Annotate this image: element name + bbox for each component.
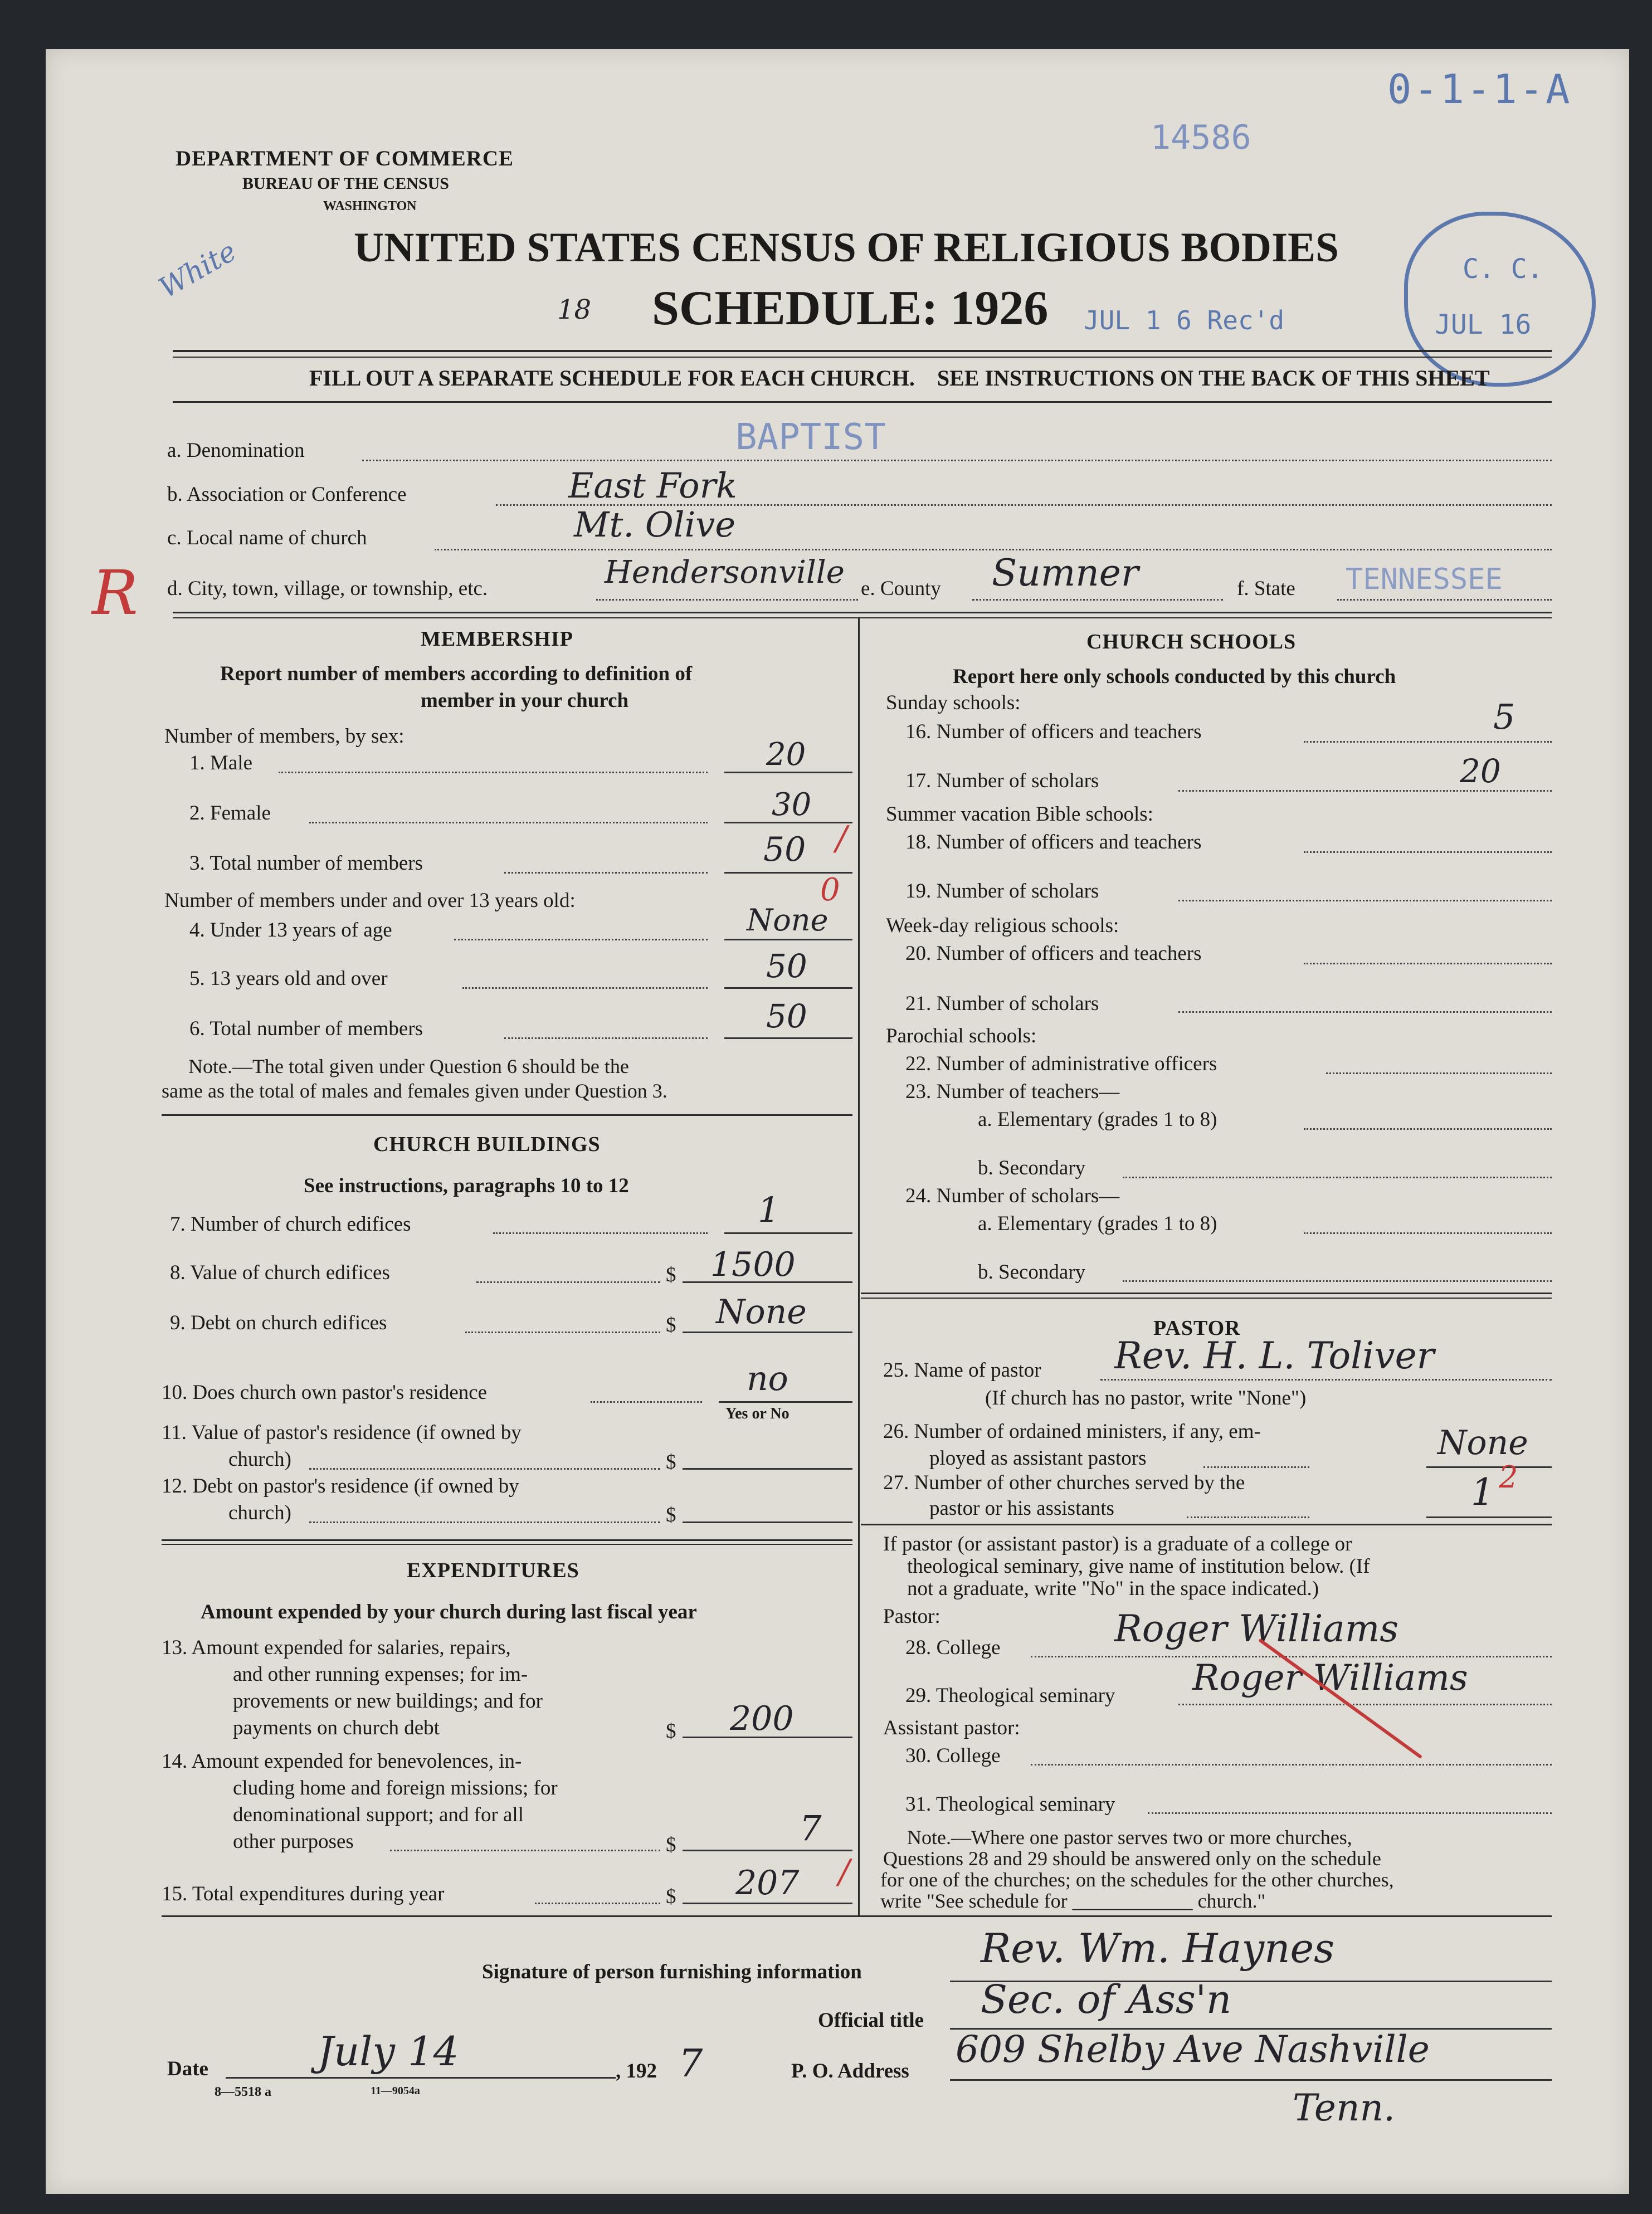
q30-field[interactable] [1031,1764,1552,1766]
summer-schools-head: Summer vacation Bible schools: [886,803,1153,826]
pastor-subhead: Pastor: [883,1605,940,1628]
q27-value[interactable]: 1 [1471,1471,1494,1514]
year-prefix: , 192 [616,2060,657,2083]
by-age-label: Number of members under and over 13 years old: [164,889,576,912]
assistant-pastor-subhead: Assistant pastor: [883,1716,1020,1739]
signature-label: Signature of person furnishing information [482,1961,862,1983]
column-divider [858,618,860,1916]
serial-number-stamp: 14586 [1151,118,1251,157]
membership-subtitle-1: Report number of members according to definition of [220,662,693,685]
q26-value[interactable]: None [1437,1423,1528,1462]
official-title-value[interactable]: Sec. of Ass'n [981,1977,1232,2022]
q5-value[interactable]: 50 [766,947,807,985]
date-label: Date [167,2057,208,2080]
state-label: f. State [1237,577,1295,600]
q15-leader [535,1903,660,1904]
q7-label: 7. Number of church edifices [170,1213,411,1236]
q4-leader [454,939,708,940]
print-number: 11—9054a [371,2085,420,2097]
q15-dollar: $ [666,1885,676,1908]
q25-field [1100,1379,1552,1381]
q24-label: 24. Number of scholars— [905,1184,1120,1207]
po-address-value-2[interactable]: Tenn. [1293,2086,1395,2129]
church-name-value[interactable]: Mt. Olive [574,504,736,545]
q31-field[interactable] [1148,1812,1552,1814]
q9-leader [465,1332,660,1333]
denomination-value[interactable]: BAPTIST [735,417,886,458]
q2-value[interactable]: 30 [772,787,812,823]
state-value[interactable]: TENNESSEE [1346,563,1503,596]
handwritten-day: 18 [557,294,592,325]
schedule-title: SCHEDULE: 1926 [652,281,1049,335]
buildings-rule [162,1539,852,1541]
q3-checkmark: / [836,819,847,858]
by-sex-label: Number of members, by sex: [164,725,405,748]
q9-dollar: $ [666,1314,676,1337]
q1-leader [279,772,708,773]
pastor-note-4: write "See schedule for ____________ church." [880,1890,1266,1912]
q8-dollar: $ [666,1264,676,1286]
official-title-label: Official title [818,2009,924,2032]
form-title: UNITED STATES CENSUS OF RELIGIOUS BODIES [354,225,1339,271]
q5-label: 5. 13 years old and over [189,967,388,990]
q4-label: 4. Under 13 years of age [189,919,392,942]
q14-dollar: $ [666,1833,676,1856]
q4-value[interactable]: None [747,903,829,938]
schools-rule-2 [861,1298,1552,1299]
q27-correction: 2 [1499,1460,1518,1495]
q12-field[interactable] [683,1521,852,1523]
q8-leader [476,1281,660,1283]
date-field [226,2077,616,2079]
q5-field [724,987,852,989]
q2-label: 2. Female [189,802,271,825]
q15-value[interactable]: 207 [735,1864,800,1903]
graduate-note-3: not a graduate, write "No" in the space indicated.) [907,1577,1319,1600]
q14-label-3: denominational support; and for all [233,1803,524,1826]
q3-leader [504,872,708,874]
q11-field[interactable] [683,1468,852,1470]
q24b-label: b. Secondary [978,1261,1086,1284]
buildings-title: CHURCH BUILDINGS [373,1133,601,1156]
received-date-stamp: JUL 1 6 Rec'd [1084,305,1285,335]
q23b-label: b. Secondary [978,1157,1086,1179]
instruction-line: FILL OUT A SEPARATE SCHEDULE FOR EACH CHURCH. SEE INSTRUCTIONS ON THE BACK OF THIS SHEET [309,365,1490,391]
date-value[interactable]: July 14 [318,2028,459,2075]
header-rule-2 [173,357,1552,358]
q12-leader [309,1521,660,1523]
q14-label-4: other purposes [233,1830,354,1853]
q19-label: 19. Number of scholars [905,880,1099,903]
q24a-label: a. Elementary (grades 1 to 8) [978,1212,1217,1235]
section-rule-top-2 [173,617,1552,618]
q28-label: 28. College [905,1636,1001,1659]
q30-label: 30. College [905,1744,1001,1767]
q6-value[interactable]: 50 [766,997,807,1035]
q12-label-2: church) [228,1501,291,1524]
q29-field [1178,1704,1552,1705]
q11-dollar: $ [666,1451,676,1474]
q22-field[interactable] [1326,1072,1552,1074]
q31-label: 31. Theological seminary [905,1793,1115,1816]
q9-field [683,1332,852,1333]
q26-label-1: 26. Number of ordained ministers, if any, em- [883,1420,1261,1443]
year-digit[interactable]: 7 [679,2042,703,2086]
header-rule-1 [173,350,1552,352]
membership-note-1: Note.—The total given under Question 6 should be the [188,1055,629,1077]
membership-note-2: same as the total of males and females given under Question 3. [162,1080,667,1102]
q20-label: 20. Number of officers and teachers [905,942,1202,965]
q15-label: 15. Total expenditures during year [162,1883,445,1905]
signature-value[interactable]: Rev. Wm. Haynes [981,1925,1335,1972]
q12-dollar: $ [666,1504,676,1527]
q26-field [1426,1466,1552,1468]
q13-label-2: and other running expenses; for im- [233,1663,528,1686]
pastor-note-1: Note.—Where one pastor serves two or more churches, [907,1826,1352,1849]
section-rule-top [173,612,1552,613]
q2-leader [309,822,708,823]
q25-label: 25. Name of pastor [883,1359,1041,1382]
q29-label: 29. Theological seminary [905,1684,1115,1707]
city-label: d. City, town, village, or township, etc. [167,577,488,600]
q22-label: 22. Number of administrative officers [905,1052,1217,1075]
membership-subtitle-2: member in your church [421,689,629,712]
q3-label: 3. Total number of members [189,852,423,875]
church-name-line [435,549,1552,550]
q11-label-1: 11. Value of pastor's residence (if owned by [162,1421,522,1444]
q28-value[interactable]: Roger Williams [1114,1607,1399,1650]
schools-title: CHURCH SCHOOLS [1086,630,1297,654]
race-note: White [153,235,242,305]
q27-field [1426,1516,1552,1518]
q20-field[interactable] [1304,963,1552,964]
q10-leader [591,1401,702,1403]
q26-label-2: ployed as assistant pastors [929,1447,1147,1470]
q4-field [724,939,852,940]
q1-value[interactable]: 20 [766,737,806,773]
q26-leader [1203,1466,1309,1468]
po-address-field [950,2079,1552,2081]
q17-value[interactable]: 20 [1460,752,1501,790]
county-label: e. County [861,577,941,600]
buildings-rule-2 [162,1544,852,1545]
q23-label: 23. Number of teachers— [905,1080,1120,1103]
q4-correction: 0 [820,872,840,908]
q8-value[interactable]: 1500 [710,1245,796,1284]
q9-value[interactable]: None [716,1293,807,1332]
q27-label-1: 27. Number of other churches served by the [883,1471,1245,1494]
q21-label: 21. Number of scholars [905,992,1099,1015]
q24a-field[interactable] [1304,1232,1552,1234]
buildings-subtitle: See instructions, paragraphs 10 to 12 [304,1174,629,1197]
file-code-stamp: 0-1-1-A [1387,66,1572,113]
expenditures-title: EXPENDITURES [407,1559,579,1582]
schools-subtitle: Report here only schools conducted by this church [953,665,1396,688]
q7-value[interactable]: 1 [758,1189,780,1230]
q14-leader [390,1850,660,1851]
q14-label-2: cluding home and foreign missions; for [233,1777,558,1800]
q12-label-1: 12. Debt on pastor's residence (if owned by [162,1475,519,1498]
q17-label: 17. Number of scholars [905,769,1099,792]
q13-label-1: 13. Amount expended for salaries, repairs, [162,1636,511,1659]
cc-stamp-top: C. C. [1463,253,1543,285]
q25-hint: (If church has no pastor, write "None") [985,1387,1307,1410]
q21-field[interactable] [1178,1011,1552,1013]
q6-label: 6. Total number of members [189,1017,423,1040]
q7-field [724,1232,852,1234]
q14-label-1: 14. Amount expended for benevolences, in- [162,1750,522,1773]
city-line [596,599,858,601]
q11-label-2: church) [228,1448,291,1471]
sunday-schools-head: Sunday schools: [886,691,1021,714]
q27-leader [1187,1516,1309,1518]
graduate-note-1: If pastor (or assistant pastor) is a graduate of a college or [883,1533,1352,1555]
q10-hint: Yes or No [725,1405,790,1422]
parochial-schools-head: Parochial schools: [886,1025,1037,1047]
county-value[interactable]: Sumner [992,552,1139,594]
q23a-field[interactable] [1304,1128,1552,1130]
q10-field [719,1401,852,1403]
q18-label: 18. Number of officers and teachers [905,831,1202,854]
q13-label-4: payments on church debt [233,1716,440,1739]
membership-rule [162,1114,852,1116]
po-address-value[interactable]: 609 Shelby Ave Nashville [956,2028,1430,2071]
q9-label: 9. Debt on church edifices [170,1311,387,1334]
q15-field [683,1903,852,1904]
q14-field [683,1850,852,1851]
state-line [1337,599,1552,601]
q11-leader [309,1468,660,1470]
po-address-label: P. O. Address [791,2060,909,2083]
q5-leader [462,987,708,989]
q14-value[interactable]: 7 [800,1808,822,1849]
county-line [972,599,1223,601]
q7-leader [493,1232,708,1234]
q1-label: 1. Male [189,752,253,774]
church-name-label: c. Local name of church [167,526,367,549]
association-value[interactable]: East Fork [568,465,737,506]
footer-rule [162,1915,1552,1917]
q10-label: 10. Does church own pastor's residence [162,1381,488,1404]
pastor-note-2: Questions 28 and 29 should be answered only on the schedule [883,1847,1381,1870]
denomination-line [362,460,1552,461]
cc-stamp-date: JUL 16 [1435,309,1532,340]
expenditures-subtitle: Amount expended by your church during last fiscal year [201,1601,697,1623]
weekday-schools-head: Week-day religious schools: [886,914,1119,937]
bureau-city: WASHINGTON [323,199,417,213]
q8-label: 8. Value of church edifices [170,1261,390,1284]
denomination-label: a. Denomination [167,439,305,462]
pastor-title: PASTOR [1153,1316,1241,1340]
q13-dollar: $ [666,1720,676,1743]
bureau-name: BUREAU OF THE CENSUS [242,174,449,193]
q13-label-3: provements or new buildings; and for [233,1690,543,1713]
q25-value[interactable]: Rev. H. L. Toliver [1114,1334,1435,1377]
q16-label: 16. Number of officers and teachers [905,720,1202,743]
department-name: DEPARTMENT OF COMMERCE [176,147,514,170]
graduate-note-2: theological seminary, give name of institution below. (If [907,1555,1370,1578]
q3-value[interactable]: 50 [763,830,806,869]
q27-label-2: pastor or his assistants [929,1497,1114,1520]
q23a-label: a. Elementary (grades 1 to 8) [978,1108,1217,1131]
q19-field[interactable] [1178,900,1552,901]
association-label: b. Association or Conference [167,483,407,506]
q18-field[interactable] [1304,851,1552,853]
q6-leader [504,1037,708,1039]
q10-value[interactable]: no [747,1359,788,1398]
schools-rule [861,1293,1552,1294]
membership-title: MEMBERSHIP [421,627,573,651]
form-number: 8—5518 a [215,2085,271,2099]
q13-value[interactable]: 200 [730,1699,794,1738]
margin-mark: R [92,557,138,628]
q16-value[interactable]: 5 [1493,696,1515,737]
q23b-field[interactable] [1123,1177,1552,1178]
q24b-field[interactable] [1123,1280,1552,1282]
q17-field [1178,790,1552,792]
city-value[interactable]: Hendersonville [605,554,845,591]
header-rule-3 [173,401,1552,403]
q29-value[interactable]: Roger Williams [1192,1657,1468,1699]
pastor-rule [861,1524,1552,1525]
q6-field [724,1037,852,1039]
q16-field [1304,741,1552,743]
pastor-note-3: for one of the churches; on the schedules for the other churches, [880,1869,1394,1891]
q15-checkmark: / [839,1852,850,1891]
